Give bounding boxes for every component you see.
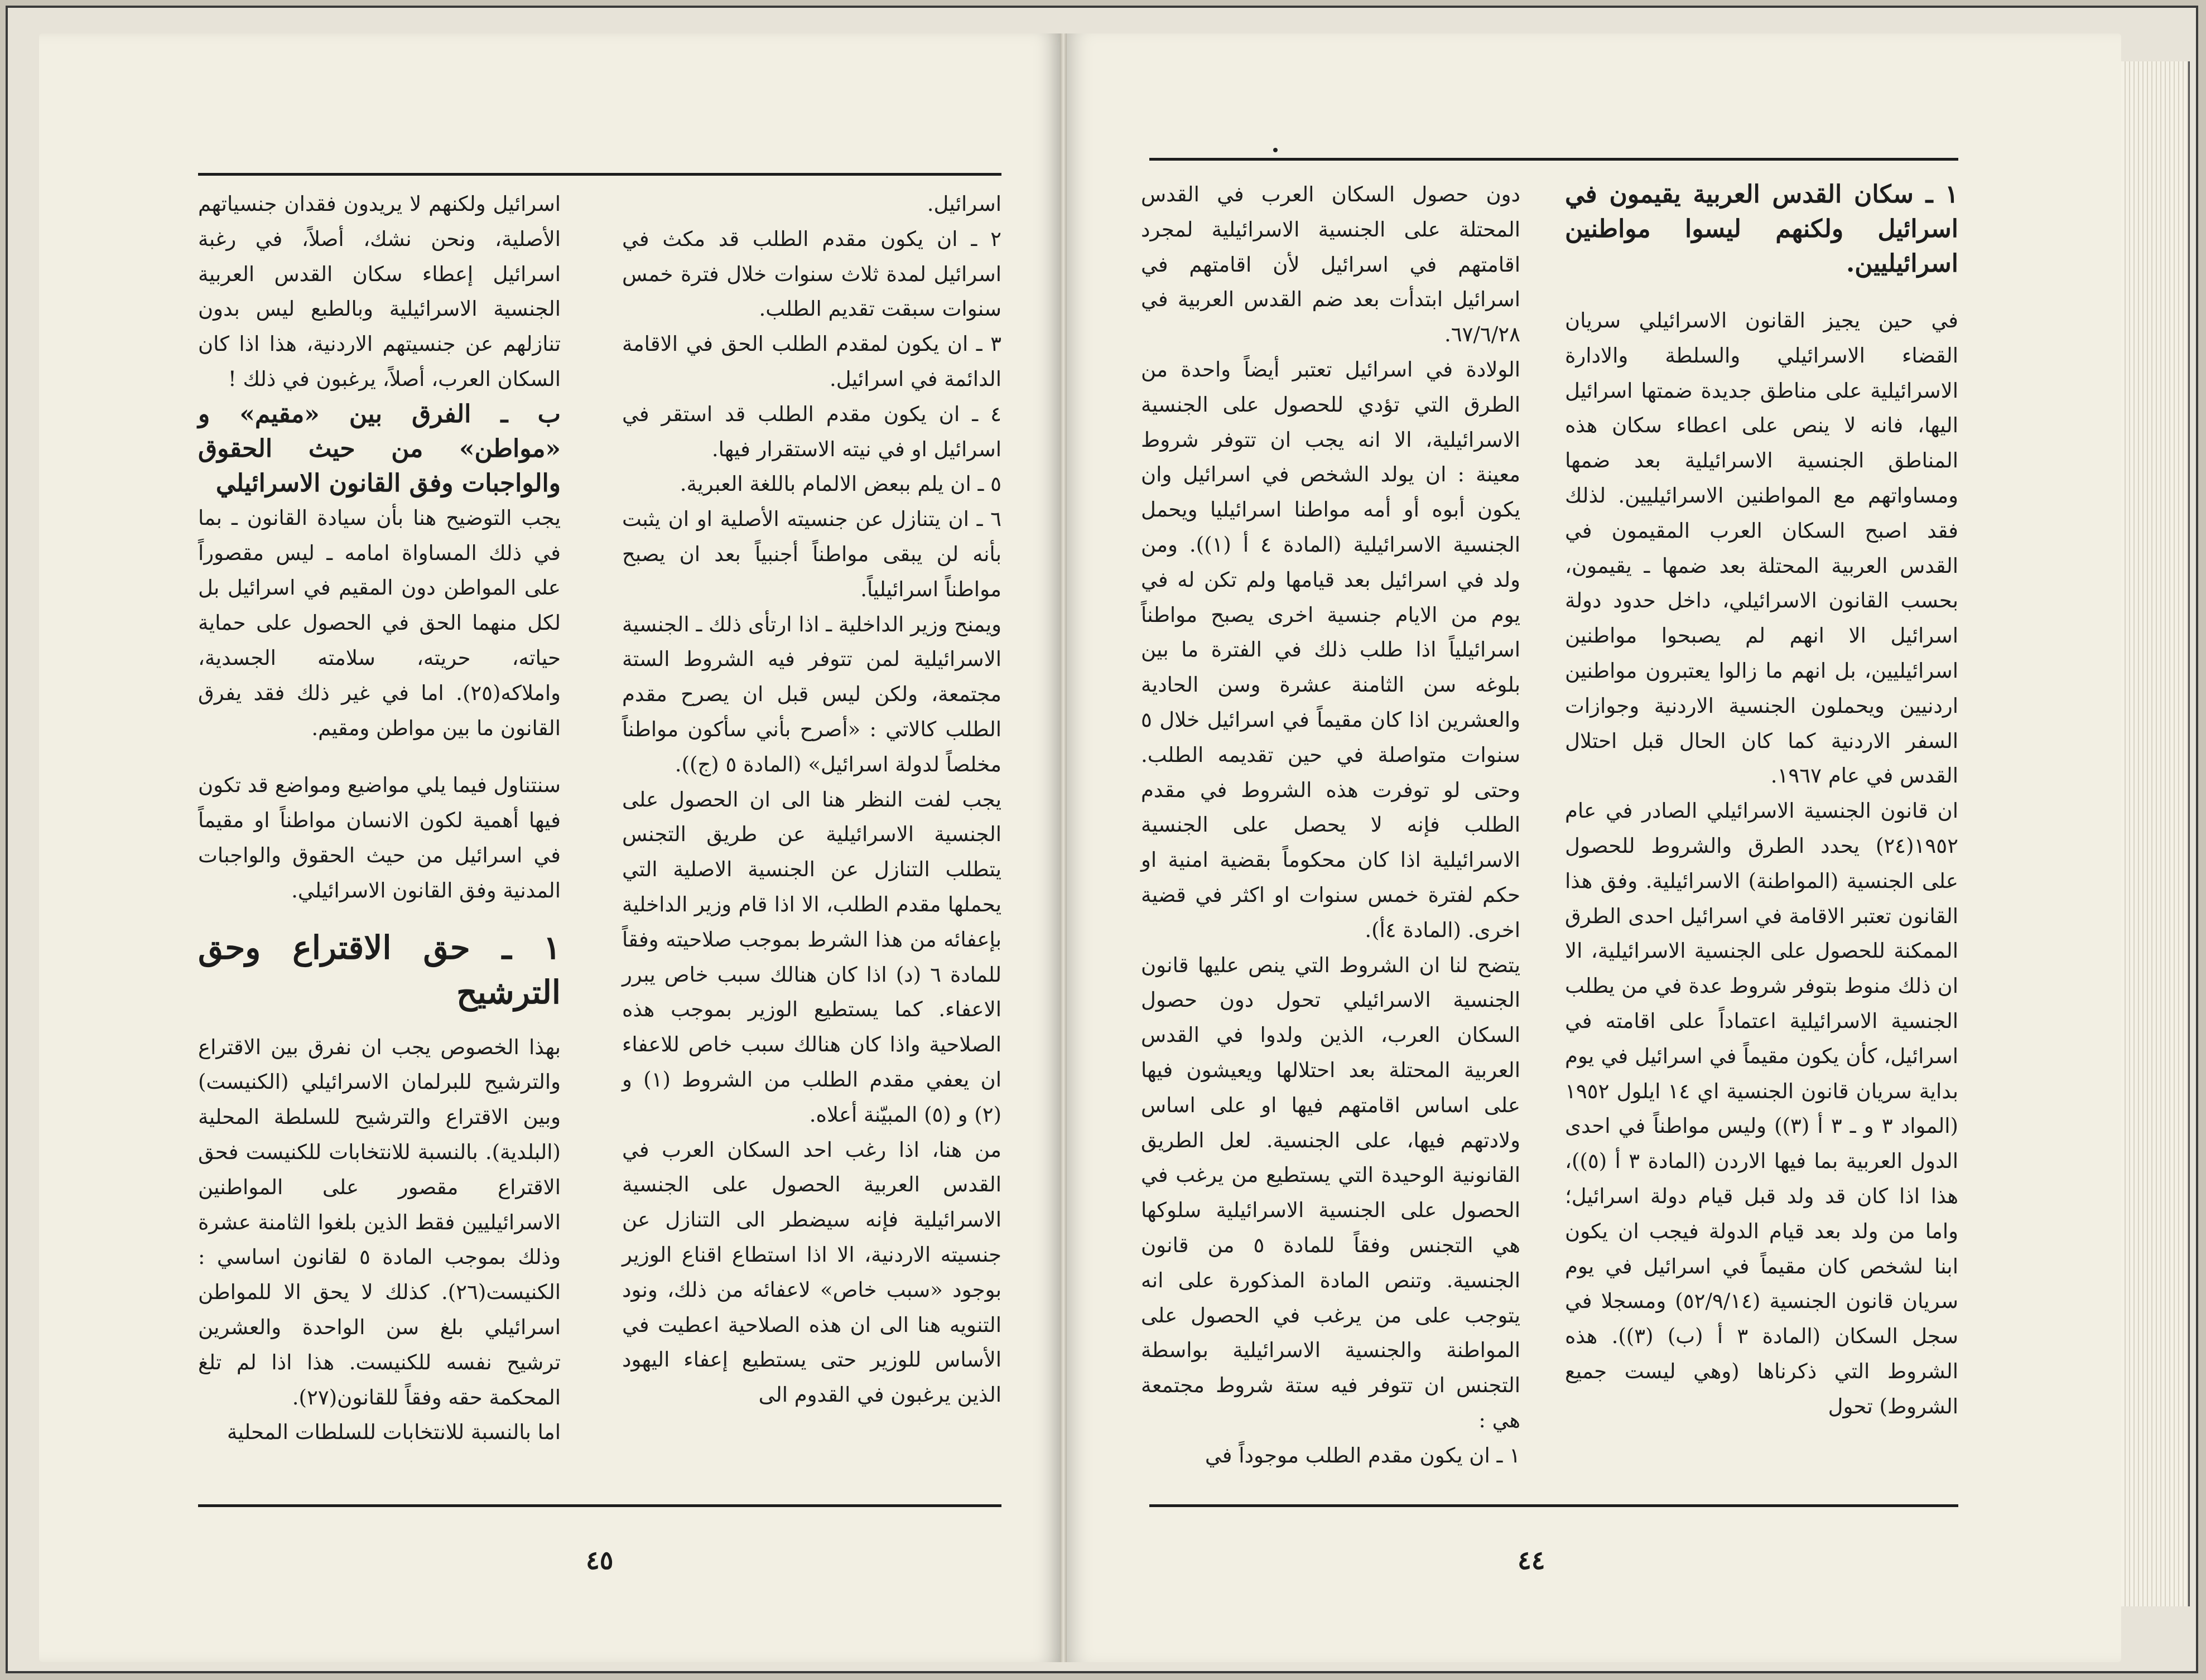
paragraph: اما بالنسبة للانتخابات للسلطات المحلية [227,1420,561,1445]
left-page-column-left [198,187,561,1450]
paragraph: ٣ ـ ان يكون لمقدم الطلب الحق في الاقامة الدائمة في اسرائيل. [622,332,1001,391]
page-edges [2121,61,2190,1606]
paragraph: ان قانون الجنسية الاسرائيلي الصادر في عام ١٩٥٢(٢٤) يحدد الطرق والشروط للحصول على الجنسية (المواطنة) الاسرائيلية. وفق هذا القانون تعتبر الاقامة في اسرائيل احدى الطرق الممكنة للحصول على الجنسية الاسرائيلية، الا ان ذلك منوط بتوفر شروط عدة في من يطلب الجنسية الاسرائيلية اعتماداً على اقامته في اسرائيل، كأن يكون مقيماً في اسرائيل في يوم بداية سريان قانون الجنسية اي ١٤ ايلول ١٩٥٢ (المواد ٣ و ـ ٣ أ (٣)) وليس مواطناً في احدى الدول العربية بما فيها الاردن (المادة ٣ أ (٥))، هذا اذا كان قد ولد قبل قيام دولة اسرائيل؛ واما من ولد بعد قيام الدولة فيجب ان يكون ابنا لشخص كان مقيماً في اسرائيل في يوم سريان قانون الجنسية (٥٢/٩/١٤) ومسجلا في سجل السكان (المادة ٣ أ (ب) (٣)). هذه الشروط التي ذكرناها (وهي ليست جميع الشروط) تحول [1565,799,1958,1418]
paragraph: يجب التوضيح هنا بأن سيادة القانون ـ بما في ذلك المساواة امامه ـ ليس مقصوراً على المواطن دون المقيم في اسرائيل بل لكل منهما الحق في الحصول على حماية حياته، حريته، سلامته الجسدية، واملاكه(٢٥). اما في غير ذلك فقد يفرق القانون ما بين مواطن ومقيم. [198,505,561,740]
section-heading: ١ ـ حق الاقتراع وحق الترشيح [198,928,561,1011]
paragraph: بهذا الخصوص يجب ان نفرق بين الاقتراع والترشيح للبرلمان الاسرائيلي (الكنيست) وبين الاقتراع والترشيح للسلطة المحلية (البلدية). بالنسبة للانتخابات للكنيست فحق الاقتراع مقصور على المواطنين الاسرائيليين فقط الذين بلغوا الثامنة عشرة وذلك بموجب المادة ٥ لقانون اساسي : الكنيست(٢٦). كذلك لا يحق الا للمواطن اسرائيلي بلغ سن الواحدة والعشرين ترشيح نفسه للكنيست. هذا اذا لم تلغ المحكمة حقه وفقاً للقانون(٢٧). [198,1035,561,1409]
page-number-right: ٤٤ [1518,1545,1545,1575]
paragraph: يتضح لنا ان الشروط التي ينص عليها قانون الجنسية الاسرائيلي تحول دون حصول السكان العرب، الذين ولدوا في القدس العربية المحتلة بعد احتلالها ويعيشون فيها على اساس اقامتهم فيها او على اساس ولادتهم فيها، على الجنسية. لعل الطريق القانونية الوحيدة التي يستطيع من يرغب في الحصول على الجنسية الاسرائيلية سلوكها هي التجنس وفقاً للمادة ٥ من قانون الجنسية. وتنص المادة المذكورة على انه يتوجب على من يرغب في الحصول على المواطنة والجنسية الاسرائيلية بواسطة التجنس ان تتوفر فيه ستة شروط مجتمعة هي : [1141,953,1520,1432]
ornament-dot [1273,148,1278,152]
subheading: ب ـ الفرق بين «مقيم» و «مواطن» من حيث الحقوق والواجبات وفق القانون الاسرائيلي [198,399,561,498]
paragraph: يجب لفت النظر هنا الى ان الحصول على الجنسية الاسرائيلية عن طريق التجنس يتطلب التنازل عن الجنسية الاصلية التي يحملها مقدم الطلب، الا اذا قام وزير الداخلية بإعفائه من هذا الشرط بموجب صلاحيته وفقاً للمادة ٦ (د) اذا كان هنالك سبب خاص يبرر الاعفاء. كما يستطيع الوزير بموجب هذه الصلاحية واذا كان هنالك سبب خاص للاعفاء ان يعفي مقدم الطلب من الشروط (١) و (٢) و (٥) المبيّنة أعلاه. [622,787,1001,1127]
left-top-rule [198,173,1001,176]
right-page-column-left [1141,177,1520,1473]
paragraph: في حين يجيز القانون الاسرائيلي سريان القضاء الاسرائيلي والسلطة والادارة الاسرائيلية على مناطق جديدة ضمتها اسرائيل اليها، فانه لا ينص على اعطاء سكان هذه المناطق الجنسية الاسرائيلية بعد ضمها ومساواتهم مع المواطنين الاسرائيليين. لذلك فقد اصبح السكان العرب المقيمون في القدس العربية المحتلة بعد ضمها ـ يقيمون، بحسب القانون الاسرائيلي، داخل حدود دولة اسرائيل الا انهم لم يصبحوا مواطنين اسرائيليين، بل انهم ما زالوا يعتبرون مواطنين اردنيين ويحملون الجنسية الاردنية وجوازات السفر الاردنية كما كان الحال قبل احتلال القدس في عام ١٩٦٧. [1565,308,1958,788]
paragraph: اسرائيل ولكنهم لا يريدون فقدان جنسياتهم الأصلية، ونحن نشك، أصلاً، في رغبة اسرائيل إعطاء سكان القدس العربية الجنسية الاسرائيلية وبالطبع ليس بدون تنازلهم عن جنسيتهم الاردنية، هذا اذا كان السكان العرب، أصلاً، يرغبون في ذلك ! [198,192,561,391]
subheading: ١ ـ سكان القدس العربية يقيمون في اسرائيل ولكنهم ليسوا مواطنين اسرائيليين. [1565,180,1958,278]
paragraph: دون حصول السكان العرب في القدس المحتلة على الجنسية الاسرائيلية لمجرد اقامتهم في اسرائيل لأن اقامتهم في اسرائيل ابتدأت بعد ضم القدس العربية في ٦٧/٦/٢٨. [1141,182,1520,347]
paragraph: من هنا، اذا رغب احد السكان العرب في القدس العربية الحصول على الجنسية الاسرائيلية فإنه سيضطر الى التنازل عن جنسيته الاردنية، الا اذا استطاع اقناع الوزير بوجود «سبب خاص» لاعفائه من ذلك، ونود التنويه هنا الى ان هذه الصلاحية اعطيت في الأساس للوزير حتى يستطيع إعفاء اليهود الذين يرغبون في القدوم الى [622,1137,1001,1407]
paragraph: الولادة في اسرائيل تعتبر أيضاً واحدة من الطرق التي تؤدي للحصول على الجنسية الاسرائيلية، الا انه يجب ان تتوفر شروط معينة : ان يولد الشخص في اسرائيل وان يكون أبوه أو أمه مواطنا اسرائيليا ويحمل الجنسية الاسرائيلية (المادة ٤ أ (١)). ومن ولد في اسرائيل بعد قيامها ولم تكن له في يوم من الايام جنسية اخرى يصبح مواطناً اسرائيلياً اذا طلب ذلك في الفترة ما بين بلوغه سن الثامنة عشرة وسن الحادية والعشرين اذا كان مقيماً في اسرائيل خلال ٥ سنوات متواصلة في حين تقديمه الطلب. وحتى لو توفرت هذه الشروط في مقدم الطلب فإنه لا يحصل على الجنسية الاسرائيلية اذا كان محكوماً بقضية امنية او حكم لفترة خمس سنوات او اكثر في قضية اخرى. (المادة ٤أ). [1141,357,1521,942]
left-bottom-rule [198,1504,1001,1507]
paragraph-spacer [1565,281,1958,303]
book-spine [1060,33,1067,1662]
right-top-rule [1149,158,1958,161]
right-bottom-rule [1149,1504,1958,1507]
paragraph: ٥ ـ ان يلم ببعض الالمام باللغة العبرية. [680,472,1001,496]
paragraph: سنتناول فيما يلي مواضيع ومواضع قد تكون فيها أهمية لكون الانسان مواطناً او مقيماً في اسرائيل من حيث الحقوق والواجبات المدنية وفق القانون الاسرائيلي. [198,773,561,902]
paragraph: ويمنح وزير الداخلية ـ اذا ارتأى ذلك ـ الجنسية الاسرائيلية لمن تتوفر فيه الشروط الستة مجتمعة، ولكن ليس قبل ان يصرح مقدم الطلب كالاتي : «أصرح بأني سأكون مواطناً مخلصاً لدولة اسرائيل» (المادة ٥ (ج)). [622,612,1001,776]
paragraph: ١ ـ ان يكون مقدم الطلب موجوداً في [1205,1443,1520,1467]
right-page-column-right [1565,177,1958,1425]
page-number-left: ٤٥ [586,1545,614,1575]
paragraph: ٦ ـ ان يتنازل عن جنسيته الأصلية او ان يثبت بأنه لن يبقى مواطناً أجنبياً بعد ان يصبح مواطناً اسرائيلياً. [622,507,1001,601]
paragraph-spacer [198,746,561,768]
paragraph: ٤ ـ ان يكون مقدم الطلب قد استقر في اسرائيل او في نيته الاستقرار فيها. [622,402,1001,461]
paragraph: ٢ ـ ان يكون مقدم الطلب قد مكث في اسرائيل لمدة ثلاث سنوات خلال فترة خمس سنوات سبقت تقديم الطلب. [622,226,1001,321]
paragraph: اسرائيل. [927,192,1001,216]
left-page-column-right [622,187,1001,1413]
